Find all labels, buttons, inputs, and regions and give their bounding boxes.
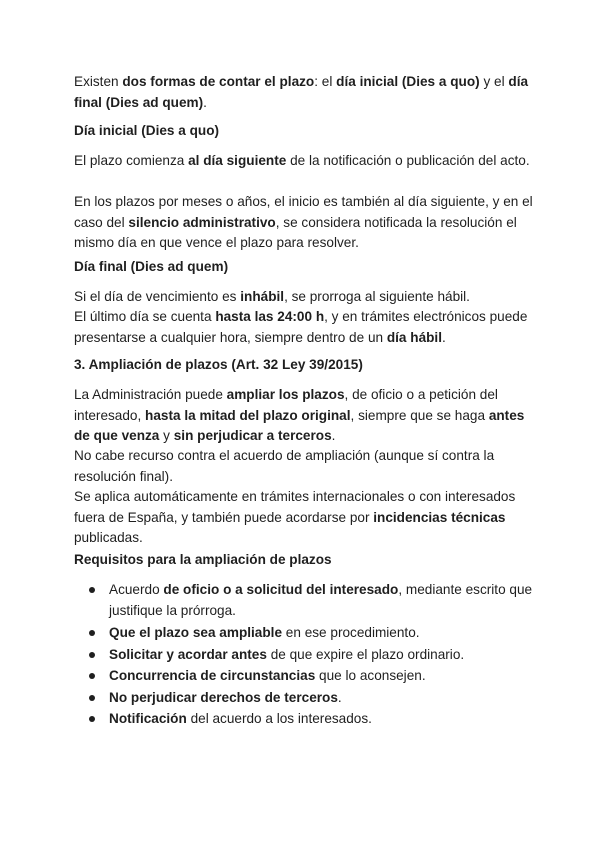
text-run: y: [159, 428, 174, 443]
heading-ampliacion: 3. Ampliación de plazos (Art. 32 Ley 39/2015): [74, 357, 363, 372]
heading-dia-final: Día final (Dies ad quem): [74, 259, 229, 274]
ampliacion-paragraph-3: [74, 487, 534, 549]
text-run: , se considera notificada la resolución el mismo día en que vence el plazo para resolver.: [74, 214, 517, 250]
bold-run: Que el plazo sea ampliable: [109, 625, 283, 640]
ampliacion-paragraph-2: No cabe recurso contra el acuerdo de ampliación (aunque sí contra la resolución final).: [74, 448, 495, 484]
bullet-icon: [89, 587, 95, 593]
dia-final-paragraph-2: [74, 307, 534, 348]
bold-run: día hábil: [386, 329, 442, 345]
text-run: .: [331, 428, 336, 443]
list-item: [86, 666, 536, 687]
bold-run: silencio administrativo: [128, 214, 276, 230]
bold-run: dos formas de contar el plazo: [122, 74, 315, 89]
text-run: .: [203, 94, 207, 110]
text-run: publicadas.: [74, 530, 143, 545]
text-run: , siempre que se haga: [350, 407, 489, 423]
requisitos-list: [86, 580, 536, 730]
text-run: Acuerdo: [109, 582, 164, 597]
list-item: [86, 688, 536, 709]
bold-run: antes de que venza: [74, 407, 525, 443]
bold-run: día final (Dies ad quem): [74, 74, 529, 110]
text-run: del acuerdo a los interesados.: [186, 711, 372, 726]
list-item: [86, 645, 536, 666]
bold-run: hasta la mitad del plazo original: [145, 407, 351, 423]
bold-run: Concurrencia de circunstancias: [109, 668, 316, 683]
text-run: , de oficio o a petición del interesado,: [74, 387, 498, 423]
bullet-icon: [89, 695, 95, 701]
text-run: : el: [314, 74, 337, 89]
heading-requisitos: Requisitos para la ampliación de plazos: [74, 552, 332, 567]
bold-run: sin perjudicar a terceros: [173, 428, 332, 443]
intro-paragraph: [74, 72, 534, 113]
bullet-icon: [89, 630, 95, 636]
heading-dia-inicial: Día inicial (Dies a quo): [74, 123, 220, 138]
text-run: de la notificación o publicación del acto.: [286, 153, 530, 168]
bold-run: Notificación: [109, 711, 187, 726]
text-run: El último día se cuenta: [74, 309, 216, 324]
bold-run: inhábil: [240, 289, 285, 304]
bullet-icon: [89, 716, 95, 722]
text-run: , y en trámites electrónicos puede presentarse a cualquier hora, siempre dentro de un: [74, 309, 528, 345]
text-run: Se aplica automáticamente en trámites internacionales o con interesados fuera de España, y también puede acordarse por: [74, 489, 516, 525]
text-run: , mediante escrito que justifique la prórroga.: [109, 582, 533, 618]
bold-run: No perjudicar derechos de terceros: [109, 689, 338, 705]
text-run: y el: [479, 74, 509, 89]
text-run: El plazo comienza: [74, 153, 189, 168]
text-run: Existen: [74, 74, 123, 89]
bold-run: día inicial (Dies a quo): [336, 74, 480, 89]
dia-final-paragraph-1: [74, 287, 534, 308]
dia-inicial-paragraph-2: [74, 192, 534, 254]
bold-run: al día siguiente: [188, 153, 287, 168]
text-run: que lo aconsejen.: [315, 668, 426, 683]
list-item: [86, 709, 536, 730]
bold-run: ampliar los plazos: [226, 387, 345, 402]
text-run: de que expire el plazo ordinario.: [266, 646, 465, 662]
text-run: .: [337, 689, 342, 705]
ampliacion-paragraph-1: [74, 385, 534, 447]
list-item: [86, 580, 536, 621]
text-run: .: [441, 329, 446, 345]
text-run: En los plazos por meses o años, el inicio es también al día siguiente, y en el caso del: [74, 194, 533, 230]
bold-run: hasta las 24:00 h: [215, 309, 325, 324]
text-run: , se prorroga al siguiente hábil.: [284, 289, 470, 304]
bullet-icon: [89, 673, 95, 679]
bold-run: de oficio o a solicitud del interesado: [163, 582, 399, 597]
text-run: La Administración puede: [74, 387, 227, 402]
list-item: [86, 623, 536, 644]
bullet-icon: [89, 652, 95, 658]
bold-run: incidencias técnicas: [373, 509, 506, 525]
text-run: Si el día de vencimiento es: [74, 289, 241, 304]
text-run: en ese procedimiento.: [282, 625, 420, 640]
dia-inicial-paragraph-1: [74, 151, 534, 172]
bold-run: Solicitar y acordar antes: [109, 646, 267, 662]
